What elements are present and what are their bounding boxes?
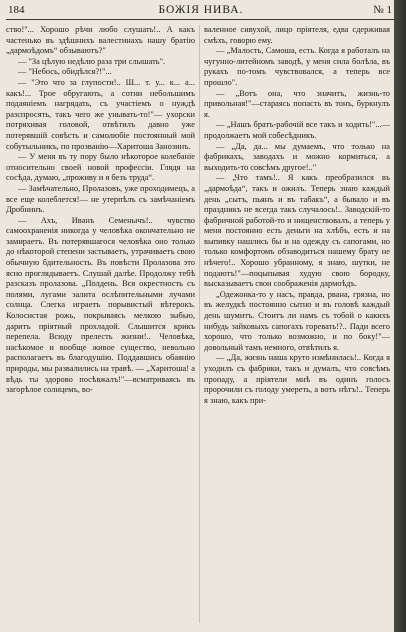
paragraph: — Ахъ, Иванъ Семенычъ!.. чувство самоохраненія никогда у человѣка окончательно не замираетъ. Въ потерявшагося человѣка оно только до нѣкоторой степени застываетъ, утрачиваетъ свою обычную бдительность. Въ повѣсти Пролазова это ясно проглядываетъ. Слушай далѣе. Продолжу тебѣ разсказъ пролазова. „Полдень. Вся окрестность съ полями, лугами залита ослѣпительными лучами солнца. Слегка играетъ порывистый вѣтерокъ. Колосистая рожь, покрываясь мелкою зыбью, даритъ пріятный прохладой. Слышится крикъ перепела. Всюду прелесть жизни!.. Человѣка, насѣкомое и вообще живое существо, невольно располагаетъ въ благодушію. Поддавшись обаянію природы, мы развалились на травѣ. — „Харитоша! а вѣдь ты здорово посѣвжалъ!"—всматриваясь въ загорѣлое солнцемъ, во- [6,215,195,395]
running-header [8,4,394,20]
paragraph: валенное сивухой, лицо пріятеля, едва сдерживая смѣхъ, говорю ему. [204,25,390,45]
journal-title: БОЖІЯ НИВА. [158,4,244,16]
header-rule [6,19,394,20]
left-column [6,25,195,623]
column-divider [199,25,200,623]
paragraph: — „Да, жизнь наша круто измѣнилась!.. Когда я уходилъ съ фабрики, такъ и думалъ, что совсѣмъ пропаду, а пріятели мнѣ въ одинъ голосъ пророчили съ голоду умереть, а вотъ нѣтъ!.. Теперь я знаю, какъ при- [204,353,390,405]
paragraph: — „Да, да... мы думаемъ, что только на фабрикахъ, заводахъ и можно кормиться, а выходить-то совсѣмъ другое!.." [204,141,390,172]
right-column [204,25,390,623]
paragraph: „Одежонка-то у насъ, правда, рвана, грязна, но въ желудкѣ постоянно сытно и въ головѣ каждый день шумитъ. Стоитъ ли намъ съ тобой о какихъ нибудь зайковыхъ сапогахъ горевать!?.. Пади всего хорошо, что только возможно, и по боку!"—довольный тамъ немного, отвѣтилъ я. [204,289,390,352]
paragraph: — Замѣчательно, Пролазовъ, уже проходимецъ, а все еще колеблется!— не утерпѣлъ съ замѣчаніемъ Дробнинъ. [6,183,195,215]
paragraph: — "Небось, обидѣлся?!"... [18,67,112,77]
paragraph: — У меня въ ту пору было нѣкоторое колебаніе относительно своей новой профессіи. Глядя на сосѣда, думаю, „проживу и я безъ труда“. [6,152,195,183]
paragraph: — „Что тамъ!.. Я какъ преобразился въ „дармоѣда“, такъ и ожилъ. Теперь знаю каждый день „сытъ, пьянъ и въ табакъ“, а бывало и въ праздникъ не всегда такъ случалось!.. Заводскій-то фабричной работой-то и нищенствовалъ, а теперь у меня постоянно есть деньги на хлѣбъ, есть и на выпивку нашлись бы и на одежду съ сапогами, но только комфортомъ обзаводиться нашему брату не нѣчего!.. Хорошо убранному, я знаю, шутки, не подаютъ!"—поцыпывая худую свою бородку, высказываетъ свои соображенія дармоѣдъ. [204,173,390,289]
paragraph: — „Вотъ она, что значитъ, жизнь-то привольная!"—стараясь попасть въ тонъ, буркнулъ я. [204,88,390,119]
book-spine-edge [394,0,406,632]
paragraph: — "За цѣлую недѣлю раза три слышать". [18,56,166,66]
paragraph: — „Нашъ братъ-рабочій все такъ и ходить!"...—продолжаетъ мой собесѣдникъ. [204,120,390,140]
page-number: 184 [8,4,25,16]
paragraph: — "Это что за глупости!.. Ш... т. у... к... а... какъ!... Трое обругають, а сотни небольшимъ подаяніемъ нагрядать, съ участіемъ о нуждѣ разспросять, такъ чего же унывать-то!"— ухорски потряхивая головой, отвѣтилъ давно уже потерявшій совѣсть и самолюбіе постоянный мой собутыльникъ, по прозванію—Харитоша Занозинъ. [6,77,195,151]
paragraph: — „Малость, Самоша, есть. Когда я работалъ на чугунно-литейномъ заводѣ, у меня сила болѣла, въ рукахъ по-томъ чувствовался, а теперь все прошло". [204,46,390,87]
paragraph: ство!"... Хорошо рѣчи любо слушать!.. А какъ частенько въ здѣшнихъ валестинахъ нашу братію „дармоѣдомъ“ обзываютъ?" [6,25,195,56]
issue-number: № 1 [373,4,392,16]
